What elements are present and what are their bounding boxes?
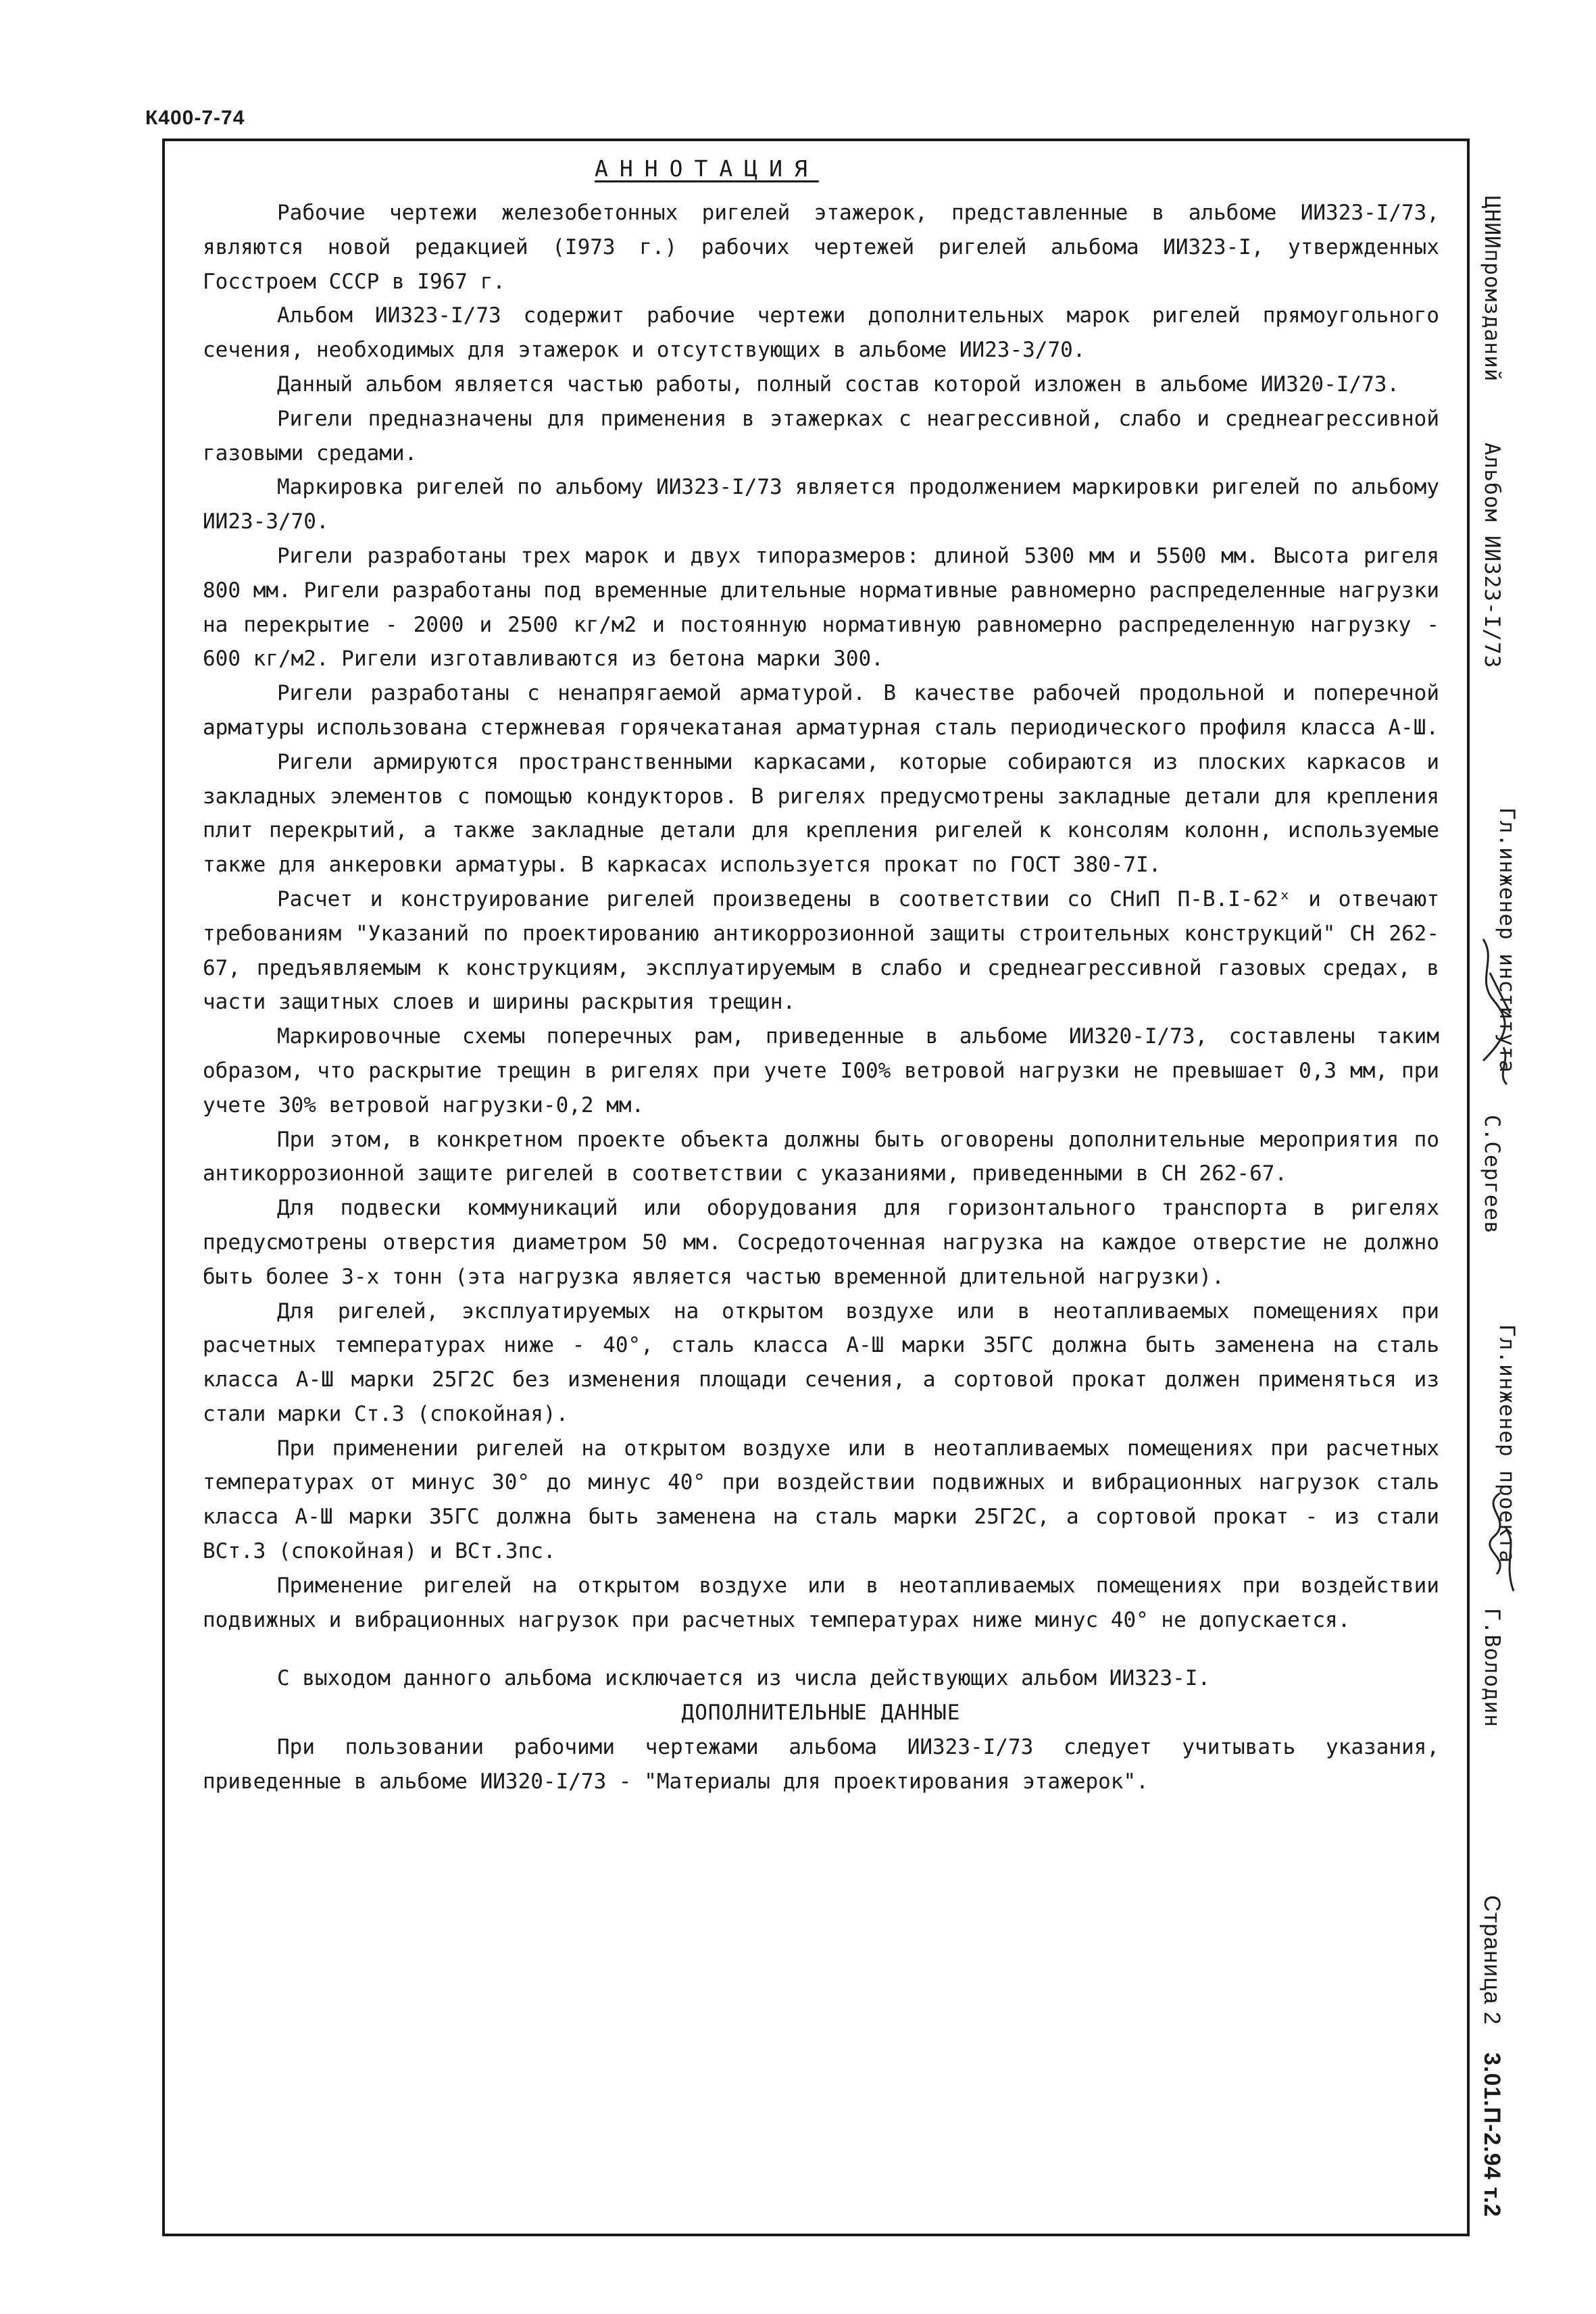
paragraph-5: Маркировка ригелей по альбому ИИ323-I/73 является продолжением маркировки ригелей по альбому ИИ23-3/70. [203,475,1439,534]
organization-name: ЦНИИпромзданий [1480,196,1504,382]
page-label: Страница 2 [1479,1895,1505,2026]
chief-engineer-project-role: Гл.инженер проекта [1495,1324,1519,1563]
additional-data-title: ДОПОЛНИТЕЛЬНЫЕ ДАННЫЕ [681,1701,961,1726]
album-name: Альбом ИИ323-I/73 [1480,443,1504,669]
chief-engineer-institute-name: С.Сергеев [1480,1115,1504,1234]
chief-engineer-institute-role: Гл.инженер института [1495,807,1519,1074]
sheet-reference: 3.01.П-2.94 т.2 [1479,2052,1505,2217]
paragraph-10: Маркировочные схемы поперечных рам, приведенные в альбоме ИИ320-I/73, составлены таким образом, что раскрытие трещин в ригелях при учете I00% ветровой нагрузки не превышает 0,3 мм, при учете 30% ветровой нагрузки-0,2 мм. [203,1024,1439,1117]
sheet-number [1478,1895,1505,2217]
paragraph-8: Ригели армируются пространственными каркасами, которые собираются из плоских каркасов и закладных элементов с помощью кондукторов. В ригелях предусмотрены закладные детали для крепления плит перекрытий, а также закладные детали для крепления ригелей к консолям колонн, используемые также для анкеровки арматуры. В каркасах используется прокат по ГОСТ 380-7I. [203,749,1439,878]
annotation-body [203,196,1439,1799]
paragraph-1: Рабочие чертежи железобетонных ригелей этажерок, представленные в альбоме ИИ323-I/73, являются новой редакцией (I973 г.) рабочих чертежей ригелей альбома ИИ323-I, утвержденных Госстроем СССР в I967 г. [203,201,1439,294]
paragraph-7: Ригели разработаны с ненапрягаемой арматурой. В качестве рабочей продольной и поперечной арматуры использована стержневая горячекатаная арматурная сталь периодического профиля класса А-Ш. [203,681,1439,740]
signature-volodin-icon [1473,1490,1524,1598]
signature-sergeev-icon [1470,932,1524,1095]
paragraph-14: При применении ригелей на открытом воздухе или в неотапливаемых помещениях при расчетных температурах от минус 30° до минус 40° при воздействии подвижных и вибрационных нагрузок сталь класса А-Ш марки 35ГС должна быть заменена на сталь марки 25Г2С, а сортовой прокат - из стали ВСт.3 (спокойная) и ВСт.3пс. [203,1436,1439,1564]
annotation-title: АННОТАЦИЯ [595,155,819,182]
paragraph-15: Применение ригелей на открытом воздухе или в неотапливаемых помещениях при воздействии подвижных и вибрационных нагрузок при расчетных температурах ниже минус 40° не допускается. [203,1573,1439,1632]
chief-engineer-project-name: Г.Володин [1480,1608,1504,1728]
closing-paragraph: С выходом данного альбома исключается из числа действующих альбом ИИ323-I. [277,1666,1211,1691]
paragraph-2: Альбом ИИ323-I/73 содержит рабочие чертежи дополнительных марок ригелей прямоугольного сечения, необходимых для этажерок и отсутствующих в альбоме ИИ23-3/70. [203,303,1439,363]
paragraph-9: Расчет и конструирование ригелей произведены в соответствии со СНиП П-В.I-62ˣ и отвечают требованиям "Указаний по проектированию антикоррозионной защиты строительных конструкций" СН 262-67, предъявляемым к конструкциям, эксплуатируемым в слабо и среднеагрессивной газовых средах, в части защитных слоев и ширины раскрытия трещин. [203,886,1439,1015]
paragraph-6: Ригели разработаны трех марок и двух типоразмеров: длиной 5300 мм и 5500 мм. Высота ригеля 800 мм. Ригели разработаны под временные длительные нормативные равномерно распределенные нагрузки на перекрытие - 2000 и 2500 кг/м2 и постоянную нормативную равномерно распределенную нагрузку - 600 кг/м2. Ригели изготавливаются из бетона марки 300. [203,543,1439,672]
paragraph-13: Для ригелей, эксплуатируемых на открытом воздухе или в неотапливаемых помещениях при расчетных температурах ниже - 40°, сталь класса А-Ш марки 35ГС должна быть заменена на сталь класса А-Ш марки 25Г2С без изменения площади сечения, а сортовой прокат должен применяться из стали марки Ст.3 (спокойная). [203,1299,1439,1426]
paragraph-3: Данный альбом является частью работы, полный состав которой изложен в альбоме ИИ320-I/73. [277,372,1400,397]
paragraph-11: При этом, в конкретном проекте объекта должны быть оговорены дополнительные мероприятия по антикоррозионной защите ригелей в соответствии с указаниями, приведенными в СН 262-67. [203,1127,1439,1186]
document-code: К400-7-74 [145,107,245,129]
additional-paragraph: При пользовании рабочими чертежами альбома ИИ323-I/73 следует учитывать указания, приведенные в альбоме ИИ320-I/73 - "Материалы для проектирования этажерок". [203,1735,1439,1794]
paragraph-12: Для подвески коммуникаций или оборудования для горизонтального транспорта в ригелях предусмотрены отверстия диаметром 50 мм. Сосредоточенная нагрузка на каждое отверстие не должно быть более 3-х тонн (эта нагрузка является частью временной длительной нагрузки). [203,1196,1439,1289]
paragraph-4: Ригели предназначены для применения в этажерках с неагрессивной, слабо и среднеагрессивной газовыми средами. [203,406,1439,466]
